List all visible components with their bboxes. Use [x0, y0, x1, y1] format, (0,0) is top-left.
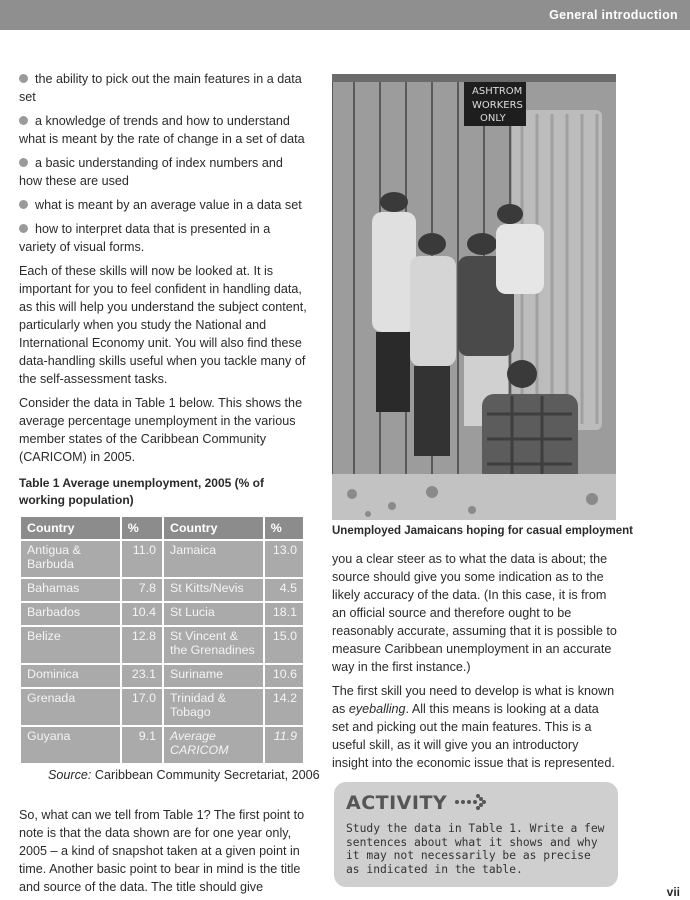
- sign-line-2: WORKERS: [472, 100, 523, 111]
- table-row: [20, 688, 304, 726]
- bullet-dot-icon: [19, 74, 28, 83]
- bullet-item: a knowledge of trends and how to understand what is meant by the rate of change in a set of data: [19, 114, 305, 146]
- body-paragraph: you a clear steer as to what the data is about; the source should give you some indication as to the likely accuracy of the data. (In this case, it is from an official source and therefore ought to be reasonably accurate, assuming that it is possible to measure Caribbean unemployment in an accurate way in the first instance.): [332, 552, 617, 674]
- percent-cell: 13.0: [264, 540, 304, 578]
- table-row: [20, 626, 304, 664]
- unemployment-table: [19, 515, 305, 765]
- sign-line-3: ONLY: [480, 113, 506, 124]
- country-cell: Antigua & Barbuda: [20, 540, 121, 578]
- average-label-cell: Average CARICOM: [163, 726, 264, 764]
- section-title: General introduction: [549, 8, 678, 22]
- activity-heading: ACTIVITY: [346, 792, 488, 814]
- photo-illustration: [332, 74, 616, 520]
- table-row: [20, 664, 304, 688]
- page-number: vii: [666, 885, 680, 899]
- country-cell: St Lucia: [163, 602, 264, 626]
- table-row: [20, 578, 304, 602]
- country-cell: Jamaica: [163, 540, 264, 578]
- column-header: Country: [163, 516, 264, 540]
- bullet-dot-icon: [19, 116, 28, 125]
- bullet-item: how to interpret data that is presented in a variety of visual forms.: [19, 222, 271, 254]
- column-header: Country: [20, 516, 121, 540]
- average-value-cell: 11.9: [264, 726, 304, 764]
- source-text: Caribbean Community Secretariat, 2006: [94, 768, 320, 782]
- percent-cell: 14.2: [264, 688, 304, 726]
- percent-cell: 10.4: [121, 602, 163, 626]
- percent-cell: 11.0: [121, 540, 163, 578]
- country-cell: Bahamas: [20, 578, 121, 602]
- country-cell: Trinidad & Tobago: [163, 688, 264, 726]
- bullet-item: the ability to pick out the main features in a data set: [19, 72, 302, 104]
- country-cell: St Vincent & the Grenadines: [163, 626, 264, 664]
- percent-cell: 4.5: [264, 578, 304, 602]
- percent-cell: 9.1: [121, 726, 163, 764]
- column-header: %: [264, 516, 304, 540]
- percent-cell: 18.1: [264, 602, 304, 626]
- body-paragraph: The first skill you need to develop is what is known as eyeballing. All this means is looking at a data set and picking out the main features. This is a useful skill, as it will give you an introductory insight into the economic issue that is represented.: [332, 684, 615, 770]
- table-caption: Table 1 Average unemployment, 2005 (% of working population): [19, 476, 264, 507]
- source-label: Source:: [48, 768, 92, 782]
- table-header-row: [20, 516, 304, 540]
- photo-caption: Unemployed Jamaicans hoping for casual employment: [332, 525, 633, 537]
- percent-cell: 12.8: [121, 626, 163, 664]
- percent-cell: 23.1: [121, 664, 163, 688]
- country-cell: Belize: [20, 626, 121, 664]
- country-cell: Barbados: [20, 602, 121, 626]
- left-column: [19, 70, 309, 472]
- body-paragraph: Consider the data in Table 1 below. This shows the average percentage unemployment in the various member states of the Caribbean Community (CARICOM) in 2005.: [19, 396, 303, 464]
- dotted-arrow-icon: [454, 793, 488, 811]
- emphasis-term: eyeballing: [348, 702, 406, 716]
- body-paragraph: So, what can we tell from Table 1? The first point to note is that the data shown are for one year only, 2005 – a kind of snapshot taken at a given point in time. Another basic point to bear in mind is the title and source of the data. The title should give: [19, 808, 305, 894]
- body-paragraph: Each of these skills will now be looked at. It is important for you to feel confident in handling data, as this will help you understand the subject content, particularly when you study the National and International Economy unit. You will also find these data-handling skills useful when you tackle many of the self-assessment tasks.: [19, 264, 307, 386]
- country-cell: Suriname: [163, 664, 264, 688]
- percent-cell: 10.6: [264, 664, 304, 688]
- table-row: [20, 540, 304, 578]
- bullet-dot-icon: [19, 224, 28, 233]
- bullet-item: a basic understanding of index numbers and how these are used: [19, 156, 283, 188]
- bullet-dot-icon: [19, 200, 28, 209]
- table-source: [48, 768, 320, 782]
- bullet-dot-icon: [19, 158, 28, 167]
- country-cell: St Kitts/Nevis: [163, 578, 264, 602]
- percent-cell: 7.8: [121, 578, 163, 602]
- percent-cell: 15.0: [264, 626, 304, 664]
- bullet-item: what is meant by an average value in a data set: [19, 196, 309, 214]
- country-cell: Grenada: [20, 688, 121, 726]
- page-header-bar: [0, 0, 690, 30]
- activity-body: Study the data in Table 1. Write a few sentences about what it shows and why it may not necessarily be as precise as indicated in the table.: [346, 822, 605, 876]
- country-cell: Dominica: [20, 664, 121, 688]
- table-row: [20, 602, 304, 626]
- country-cell: Guyana: [20, 726, 121, 764]
- column-header: %: [121, 516, 163, 540]
- photo-unemployed-jamaicans: [332, 74, 616, 520]
- table-row: [20, 726, 304, 764]
- right-column: [332, 550, 618, 778]
- percent-cell: 17.0: [121, 688, 163, 726]
- sign-line-1: ASHTROM: [472, 86, 523, 97]
- activity-box: [334, 782, 618, 887]
